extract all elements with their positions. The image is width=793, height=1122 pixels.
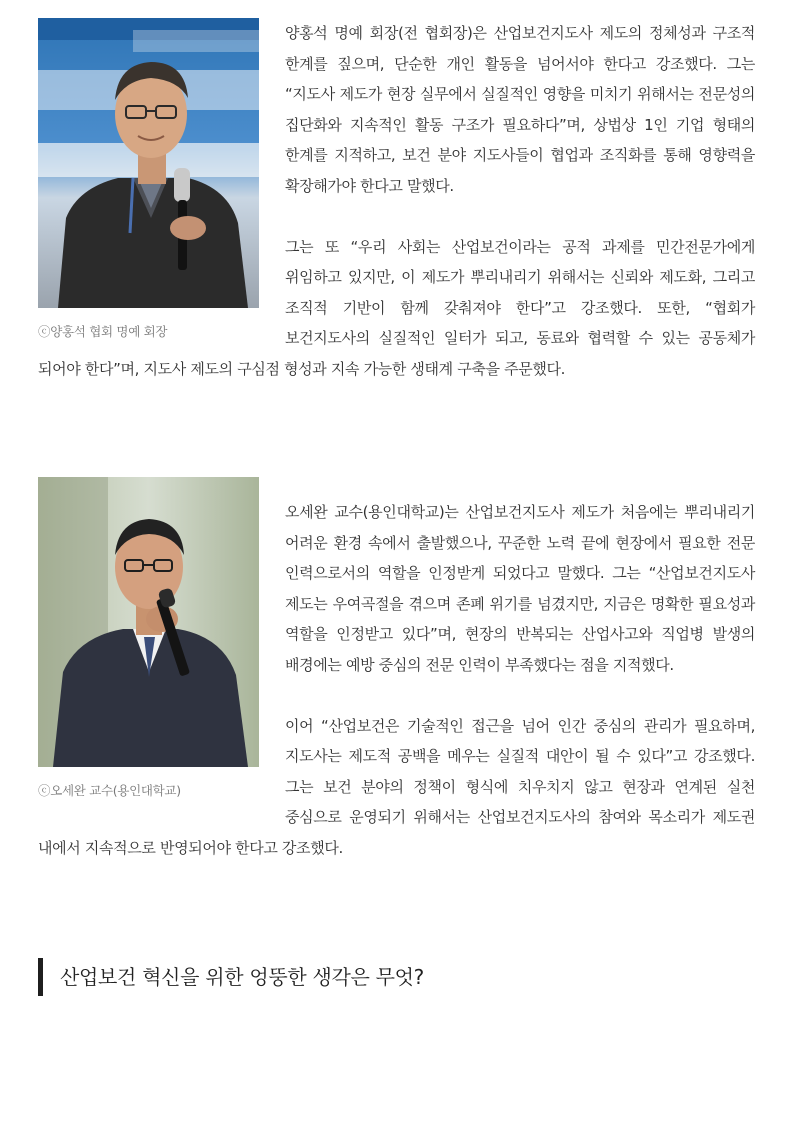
photo-caption: ⓒ양홍석 협회 명예 회장: [38, 324, 168, 339]
article-section-2: [38, 477, 755, 863]
section-subheading: 산업보건 혁신을 위한 엉뚱한 생각은 무엇?: [38, 958, 424, 996]
article-paragraph: 이어 “산업보건은 기술적인 접근을 넘어 인간 중심의 관리가 필요하며, 지도사는 제도적 공백을 메우는 실질적 대안이 될 수 있다”고 강조했다. 그는 보건 분야의 정책이 형식에 치우치지 않고 현장과 연계된 실천 중심으로 운영되기 위해서는 산업보건지도사의 참여와 목소리가 제도권 내에서 지속적으로 반영되어야 한다고 강조했다.: [38, 716, 755, 857]
person-photo-icon: [38, 477, 259, 767]
article-paragraph: 양홍석 명예 회장(전 협회장)은 산업보건지도사 제도의 정체성과 구조적 한계를 짚으며, 단순한 개인 활동을 넘어서야 한다고 강조했다. 그는 “지도사 제도가 현장 실무에서 실질적인 영향을 미치기 위해서는 전문성의 집단화와 지속적인 활동 구조가 필요하다”며, 상법상 1인 기업 형태의 한계를 지적하고, 보건 분야 지도사들이 협업과 조직화를 통해 영향력을 확장해가야 한다고 말했다.: [285, 24, 755, 195]
article-section-1: [38, 18, 755, 384]
photo-caption: ⓒ오세완 교수(용인대학교): [38, 783, 181, 798]
article-paragraph: 오세완 교수(용인대학교)는 산업보건지도사 제도가 처음에는 뿌리내리기 어려운 환경 속에서 출발했으나, 꾸준한 노력 끝에 현장에서 필요한 전문 인력으로서의 역할을 인정받게 되었다고 말했다. 그는 “산업보건지도사 제도는 우여곡절을 겪으며 존폐 위기를 넘겼지만, 지금은 명확한 필요성과 역할을 인정받고 있다”며, 현장의 반복되는 산업사고와 직업병 발생의 배경에는 예방 중심의 전문 인력이 부족했다는 점을 지적했다.: [285, 503, 755, 674]
photo-figure-1: [38, 18, 259, 341]
article-paragraph: 그는 또 “우리 사회는 산업보건이라는 공적 과제를 민간전문가에게 위임하고 있지만, 이 제도가 뿌리내리기 위해서는 신뢰와 제도화, 그리고 조직적 기반이 함께 갖춰져야 한다”고 강조했다. 또한, “협회가 보건지도사의 실질적인 일터가 되고, 동료와 협력할 수 있는 공동체가 되어야 한다”며, 지도사 제도의 구심점 형성과 지속 가능한 생태계 구축을 주문했다.: [38, 237, 755, 378]
person-photo-icon: [38, 18, 259, 308]
photo-figure-2: [38, 477, 259, 800]
